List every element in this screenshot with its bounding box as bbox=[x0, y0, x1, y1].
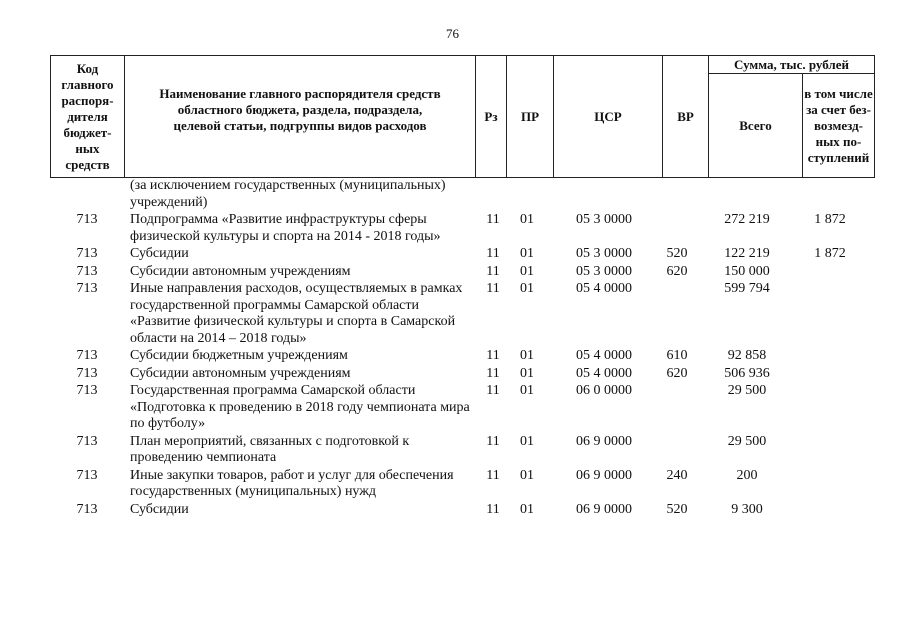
row-name: Иные направления расходов, осуществляемых в рамках государственной программы Самарской области «Развитие физической культуры и спорта в Самарской области на 2014 – 2018 годы» bbox=[130, 281, 463, 346]
row-name: Субсидии автономным учреждениям bbox=[130, 365, 351, 381]
row-name: Подпрограмма «Развитие инфраструктуры сферы физической культуры и спорта на 2014 - 2018 годы» bbox=[130, 212, 441, 244]
row-free: 1 872 bbox=[814, 212, 846, 227]
header-kod-line: дителя bbox=[67, 108, 108, 124]
table-row bbox=[50, 434, 865, 468]
row-csr: 05 3 0000 bbox=[576, 263, 632, 279]
table-row bbox=[50, 264, 865, 282]
row-name: (за исключением государственных (муниципальных) учреждений) bbox=[130, 178, 446, 210]
table-row bbox=[50, 281, 865, 348]
table-row bbox=[50, 178, 865, 212]
row-vr: 620 bbox=[666, 365, 688, 381]
row-pr: 01 bbox=[520, 501, 534, 517]
row-vr: 240 bbox=[666, 467, 688, 483]
table-body bbox=[50, 178, 865, 519]
row-pr: 01 bbox=[520, 263, 534, 279]
row-total: 122 219 bbox=[724, 246, 770, 261]
row-vr: 620 bbox=[666, 263, 688, 279]
header-incl-line: ступлений bbox=[807, 149, 870, 165]
row-pr: 01 bbox=[520, 281, 534, 296]
row-rz: 11 bbox=[486, 433, 500, 449]
row-rz: 11 bbox=[486, 212, 500, 227]
row-name: Субсидии bbox=[130, 246, 189, 261]
table-row bbox=[50, 246, 865, 264]
row-total: 92 858 bbox=[727, 348, 767, 363]
header-incl-line: в том числе bbox=[804, 85, 873, 101]
row-name: Субсидии bbox=[130, 501, 189, 517]
row-csr: 05 4 0000 bbox=[576, 348, 632, 363]
header-pr: ПР bbox=[507, 56, 554, 178]
row-total: 506 936 bbox=[724, 365, 770, 381]
row-name: Субсидии бюджетным учреждениям bbox=[130, 348, 348, 363]
row-name: Государственная программа Самарской области «Подготовка к проведению в 2018 году чемпионата мира по футболу» bbox=[130, 383, 470, 431]
row-kod: 713 bbox=[76, 383, 98, 398]
row-pr: 01 bbox=[520, 246, 534, 261]
row-total: 200 bbox=[736, 467, 758, 483]
row-kod: 713 bbox=[76, 365, 98, 381]
row-rz: 11 bbox=[486, 501, 500, 517]
header-csr: ЦСР bbox=[554, 56, 663, 178]
row-name: План мероприятий, связанных с подготовкой к проведению чемпионата bbox=[130, 433, 410, 465]
row-rz: 11 bbox=[486, 383, 500, 398]
row-total: 9 300 bbox=[731, 501, 763, 517]
page-number: 76 bbox=[446, 26, 459, 41]
header-vr: ВР bbox=[663, 56, 709, 178]
table-row bbox=[50, 502, 865, 520]
header-kod bbox=[51, 56, 125, 178]
row-kod: 713 bbox=[76, 501, 98, 517]
row-kod: 713 bbox=[76, 433, 98, 449]
row-pr: 01 bbox=[520, 467, 534, 483]
header-name bbox=[125, 56, 476, 178]
row-kod: 713 bbox=[76, 212, 98, 227]
row-rz: 11 bbox=[486, 365, 500, 381]
header-kod-line: распоря- bbox=[61, 92, 114, 108]
row-total: 272 219 bbox=[724, 212, 770, 227]
row-rz: 11 bbox=[486, 263, 500, 279]
row-csr: 06 9 0000 bbox=[576, 433, 632, 449]
header-kod-line: средств bbox=[65, 156, 110, 172]
header-name-line: Наименование главного распорядителя средств bbox=[159, 85, 441, 101]
header-incl-line: возмезд- bbox=[814, 117, 863, 133]
row-rz: 11 bbox=[486, 467, 500, 483]
row-vr: 610 bbox=[666, 348, 688, 363]
row-kod: 713 bbox=[76, 467, 98, 483]
row-csr: 05 3 0000 bbox=[576, 246, 632, 261]
row-pr: 01 bbox=[520, 383, 534, 398]
row-rz: 11 bbox=[486, 246, 500, 261]
row-kod: 713 bbox=[76, 281, 98, 296]
header-sum: Сумма, тыс. рублей bbox=[709, 56, 875, 74]
header-rz: Рз bbox=[476, 56, 507, 178]
row-rz: 11 bbox=[486, 348, 500, 363]
row-rz: 11 bbox=[486, 281, 500, 296]
table-row bbox=[50, 383, 865, 434]
row-total: 599 794 bbox=[724, 281, 770, 296]
header-name-line: целевой статьи, подгруппы видов расходов bbox=[173, 117, 427, 133]
row-kod: 713 bbox=[76, 263, 98, 279]
row-csr: 06 9 0000 bbox=[576, 467, 632, 483]
row-vr: 520 bbox=[666, 246, 688, 261]
row-csr: 05 4 0000 bbox=[576, 281, 632, 296]
row-vr: 520 bbox=[666, 501, 688, 517]
table-header bbox=[50, 55, 875, 178]
row-pr: 01 bbox=[520, 348, 534, 363]
row-total: 29 500 bbox=[727, 383, 767, 398]
header-total: Всего bbox=[709, 74, 803, 178]
header-kod-line: Код bbox=[76, 60, 99, 76]
row-csr: 05 4 0000 bbox=[576, 365, 632, 381]
table-row bbox=[50, 348, 865, 366]
row-pr: 01 bbox=[520, 433, 534, 449]
row-pr: 01 bbox=[520, 212, 534, 227]
table-row bbox=[50, 212, 865, 246]
row-free: 1 872 bbox=[814, 246, 846, 261]
row-csr: 05 3 0000 bbox=[576, 212, 632, 227]
header-incl bbox=[803, 74, 875, 178]
row-total: 29 500 bbox=[727, 433, 767, 449]
row-pr: 01 bbox=[520, 365, 534, 381]
row-name: Иные закупки товаров, работ и услуг для обеспечения государственных (муниципальных) нужд bbox=[130, 467, 454, 499]
header-kod-line: главного bbox=[61, 76, 114, 92]
row-name: Субсидии автономным учреждениям bbox=[130, 263, 351, 279]
table-row bbox=[50, 468, 865, 502]
row-total: 150 000 bbox=[724, 263, 770, 279]
header-incl-line: ных по- bbox=[815, 133, 862, 149]
header-kod-line: бюджет- bbox=[63, 124, 112, 140]
row-kod: 713 bbox=[76, 348, 98, 363]
row-kod: 713 bbox=[76, 246, 98, 261]
row-csr: 06 0 0000 bbox=[576, 383, 632, 398]
header-name-line: областного бюджета, раздела, подраздела, bbox=[177, 101, 423, 117]
table-row bbox=[50, 366, 865, 384]
header-incl-line: за счет без- bbox=[806, 101, 871, 117]
row-csr: 06 9 0000 bbox=[576, 501, 632, 517]
header-kod-line: ных bbox=[75, 140, 100, 156]
